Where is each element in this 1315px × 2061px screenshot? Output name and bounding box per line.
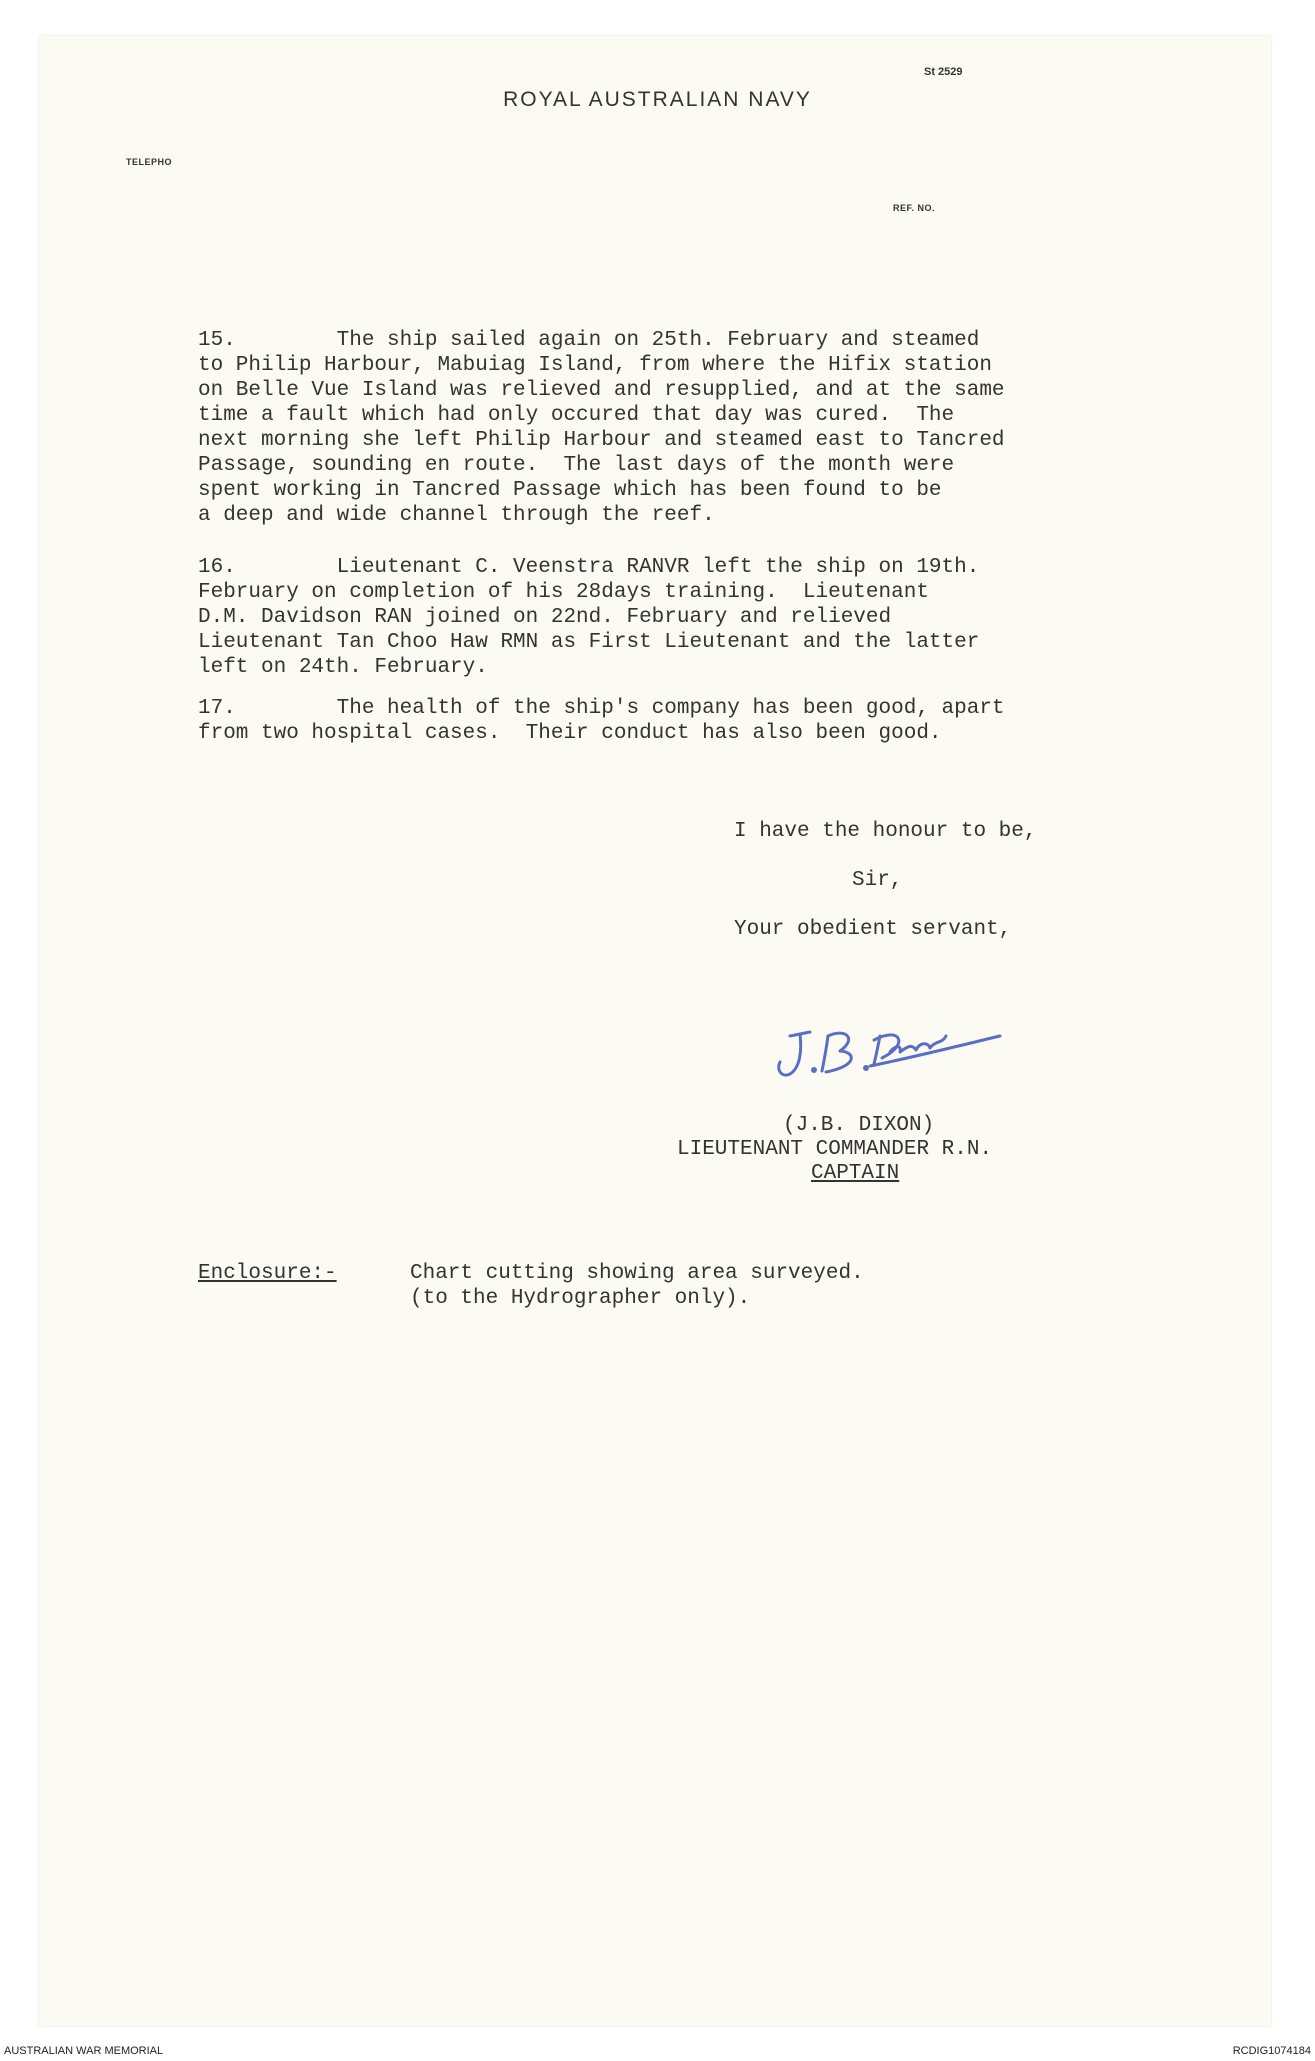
handwritten-signature [770, 996, 1010, 1096]
signatory-name: (J.B. DIXON) [783, 1114, 935, 1137]
footer-archive-name: AUSTRALIAN WAR MEMORIAL [4, 2045, 164, 2057]
paragraph-16: 16. Lieutenant C. Veenstra RANVR left the ship on 19th. February on completion of his 28days training. Lieutenant D.M. Davidson RAN joined on 22nd. February and relieved Lieutenant Tan Choo Haw RMN as First Lieutenant and the latter left on 24th. February. [198, 556, 980, 679]
signatory-title: CAPTAIN [811, 1162, 900, 1185]
footer-record-id: RCDIG1074184 [1232, 2045, 1311, 2057]
paragraph-17: 17. The health of the ship's company has been good, apart from two hospital cases. Their conduct has also been good. [198, 697, 1005, 745]
closing-servant: Your obedient servant, [734, 918, 1012, 941]
enclosure-line-1: Chart cutting showing area surveyed. [410, 1262, 864, 1285]
closing-honour: I have the honour to be, [734, 820, 1037, 843]
telephone-label: TELEPHO [126, 157, 173, 167]
enclosure-label: Enclosure:- [198, 1262, 337, 1285]
form-number: St 2529 [924, 66, 963, 78]
closing-sir: Sir, [852, 869, 903, 892]
letterhead-title: ROYAL AUSTRALIAN NAVY [503, 88, 812, 111]
ref-number-label: REF. NO. [893, 203, 936, 213]
enclosure-line-2: (to the Hydrographer only). [410, 1287, 751, 1310]
paragraph-15: 15. The ship sailed again on 25th. February and steamed to Philip Harbour, Mabuiag Island, from where the Hifix station on Belle Vue Island was relieved and resupplied, and at the same time a fault which had only occured that day was cured. The next morning she left Philip Harbour and steamed east to Tancred Passage, sounding en route. The last days of the month were spent working in Tancred Passage which has been found to be a deep and wide channel through the reef. [198, 329, 1005, 527]
signatory-rank: LIEUTENANT COMMANDER R.N. [677, 1138, 993, 1161]
